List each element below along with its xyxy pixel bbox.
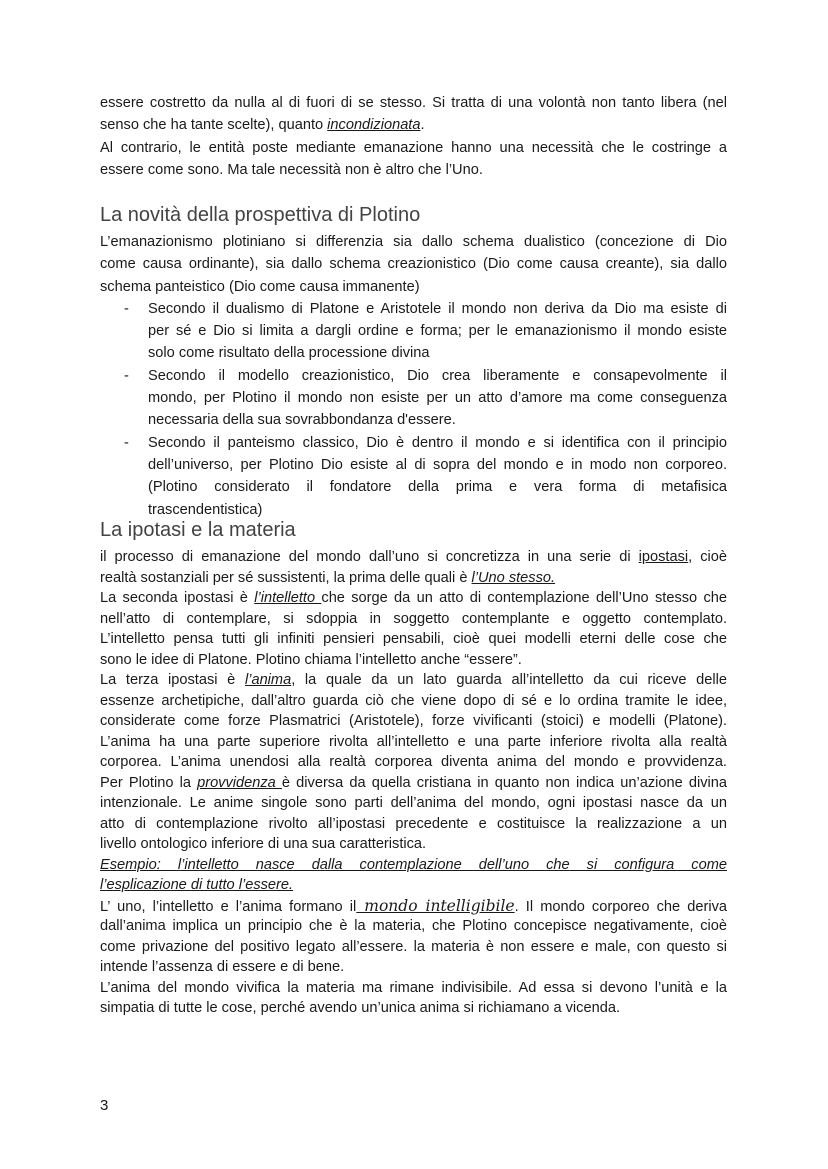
text-segment: solo come risultato della processione divina [148,345,430,362]
text-segment: . Il mondo corporeo che deriva [514,898,728,915]
text-segment: , la quale da un lato guarda all’intelletto da cui riceve delle [291,672,727,688]
emphasized-text: provvidenza [197,774,282,791]
text-line [100,875,727,896]
text-line [100,276,727,298]
text-line [148,409,727,431]
dash-bullet-icon: - [124,367,129,384]
text-line [100,609,727,630]
text-segment: necessaria della sua sovrabbondanza d'essere. [148,412,456,429]
text-segment: L’anima ha una parte superiore rivolta all’intelletto e una parte inferiore rivolta alla realtà [100,733,727,750]
text-segment: intenzionale. Le anime singole sono parti dell’anima del mondo, ogni ipostasi nasce da un [100,795,727,811]
paragraph-intro [100,92,727,181]
list-item [100,365,727,432]
emphasized-text: l’esplicazione di tutto l’essere. [100,877,294,893]
dash-bullet-icon: - [124,434,129,451]
text-segment: nell’atto di contemplare, si sdoppia in soggetto contemplante e oggetto contemplato. [100,610,727,627]
text-line [100,137,727,159]
bullet-list [100,298,727,521]
text-segment: che sorge da un atto di contemplazione dell’Uno stesso che [321,590,727,606]
section-heading-ipostasi: La ipotasi e la materia [100,519,296,541]
text-segment: La terza ipostasi è [100,672,245,688]
text-line [100,916,727,937]
text-segment: trascendentistica) [148,501,263,518]
text-line [100,159,727,181]
text-segment: corporea. L’anima unendosi alla realtà corporea diventa anima del mondo e provvidenza. [100,754,727,770]
emphasized-text: Esempio: l’intelletto nasce dalla contemplazione dell’uno che si configura come [100,856,727,873]
text-segment: Secondo il dualismo di Platone e Aristotele il mondo non deriva da Dio ma esiste di [148,300,727,317]
paragraph-ipostasi [100,547,727,1019]
text-segment: sono le idee di Platone. Plotino chiama l’intelletto anche “essere”. [100,651,522,668]
emphasized-text: ipostasi [638,549,689,565]
text-segment: La seconda ipostasi è [100,590,255,606]
text-segment: considerate come forze Plasmatrici (Aristotele), forze vivificanti (stoici) e modelli (Platone). [100,713,727,729]
text-line [148,454,727,476]
emphasized-text: l’Uno stesso. [471,569,556,586]
text-line [148,365,727,387]
text-line [100,231,727,253]
paragraph-emanazionismo-text [100,231,727,298]
text-segment: atto di contemplazione rivolto all’ipostasi precedente e costituisce la realizzazione a un [100,815,727,832]
text-segment: come causa ordinante), sia dallo schema creazionistico (Dio come causa creante), sia dallo [100,256,727,273]
text-line [100,732,727,753]
text-segment: Secondo il modello creazionistico, Dio crea liberamente e consapevolmente il [148,367,727,384]
emphasized-text: l’anima [244,672,292,688]
text-line [100,998,727,1019]
text-segment: essere come sono. Ma tale necessità non è altro che l’Uno. [100,161,483,178]
emphasized-text: l’intelletto [254,590,322,606]
text-line [100,650,727,671]
text-segment: . [420,117,425,134]
text-segment: mondo, per Plotino il mondo non esiste per un atto d’amore ma come conseguenza [148,390,727,407]
emphasized-text: mondo intelligibile [356,896,515,915]
text-line [100,752,727,773]
text-segment: dell’universo, per Plotino Dio esiste al di sopra del mondo e in modo non corporeo. [148,456,727,473]
text-line [100,896,727,917]
text-line [100,711,727,732]
text-segment: senso che ha tante scelte), quanto [100,117,328,134]
text-segment: dall’anima implica un principio che è la materia, che Plotino concepisce negativamente, cioè [100,918,727,934]
text-line [100,834,727,855]
text-segment: Secondo il panteismo classico, Dio è dentro il mondo e si identifica con il principio [148,434,727,451]
text-line [148,298,727,320]
list-item [100,432,727,521]
text-line [100,793,727,814]
text-segment: Per Plotino la [100,774,198,791]
text-segment: è diversa da quella cristiana in quanto non indica un’azione divina [281,774,727,791]
text-segment: schema panteistico (Dio come causa immanente) [100,278,420,295]
text-segment: Al contrario, le entità poste mediante emanazione hanno una necessità che le costringe a [100,139,727,156]
text-line [100,670,727,691]
dash-bullet-icon: - [124,300,129,317]
text-line [148,476,727,498]
text-line [100,814,727,835]
text-segment: per sé e Dio si limita a dargli ordine e forma; per le emanazionismo il mondo esiste [148,323,727,340]
text-segment: (Plotino considerato il fondatore della prima e vera forma di metafisica [148,479,727,496]
text-segment: intende l’assenza di essere e di bene. [100,959,345,975]
text-line [100,978,727,999]
text-line [148,432,727,454]
text-line [100,92,727,114]
text-segment: essere costretto da nulla al di fuori di se stesso. Si tratta di una volontà non tanto libera (nel [100,95,727,111]
text-line [100,855,727,876]
page-number: 3 [100,1097,109,1114]
section-heading-novita: La novità della prospettiva di Plotino [100,204,421,226]
text-segment: livello ontologico inferiore di una sua caratteristica. [100,836,427,852]
text-line [148,320,727,342]
text-line [100,253,727,275]
text-line [100,957,727,978]
text-segment: L’intelletto pensa tutti gli infiniti pensieri pensabili, cioè quei modelli eterni delle cose che [100,631,727,647]
text-line [100,588,727,609]
text-segment: simpatia di tutte le cose, perché avendo un’unica anima si richiamano a vicenda. [100,1000,620,1016]
text-segment: L’anima del mondo vivifica la materia ma rimane indivisibile. Ad essa si devono l’unità e la [100,979,727,996]
list-item [100,298,727,365]
text-segment: realtà sostanziali per sé sussistenti, la prima delle quali è [100,569,472,586]
emphasized-text: incondizionata [327,117,421,134]
text-segment: essenze archetipiche, dall’altro guarda ciò che viene dopo di sé e lo ordina tramite le idee, [100,692,727,709]
text-segment: il processo di emanazione del mondo dall’uno si concretizza in una serie di [100,549,639,565]
text-line [148,387,727,409]
text-segment: come privazione del positivo legato all’essere. la materia è non essere e male, con questo si [100,938,727,955]
text-line [100,629,727,650]
text-segment: L’ uno, l’intelletto e l’anima formano il [100,898,357,915]
text-line [100,773,727,794]
text-line [100,114,727,136]
paragraph-emanazionismo [100,231,727,521]
text-line [100,691,727,712]
text-line [148,342,727,364]
text-segment: , cioè [688,549,727,565]
text-line [100,568,727,589]
text-line [100,547,727,568]
text-segment: L’emanazionismo plotiniano si differenzia sia dallo schema dualistico (concezione di Dio [100,234,727,250]
text-line [100,937,727,958]
